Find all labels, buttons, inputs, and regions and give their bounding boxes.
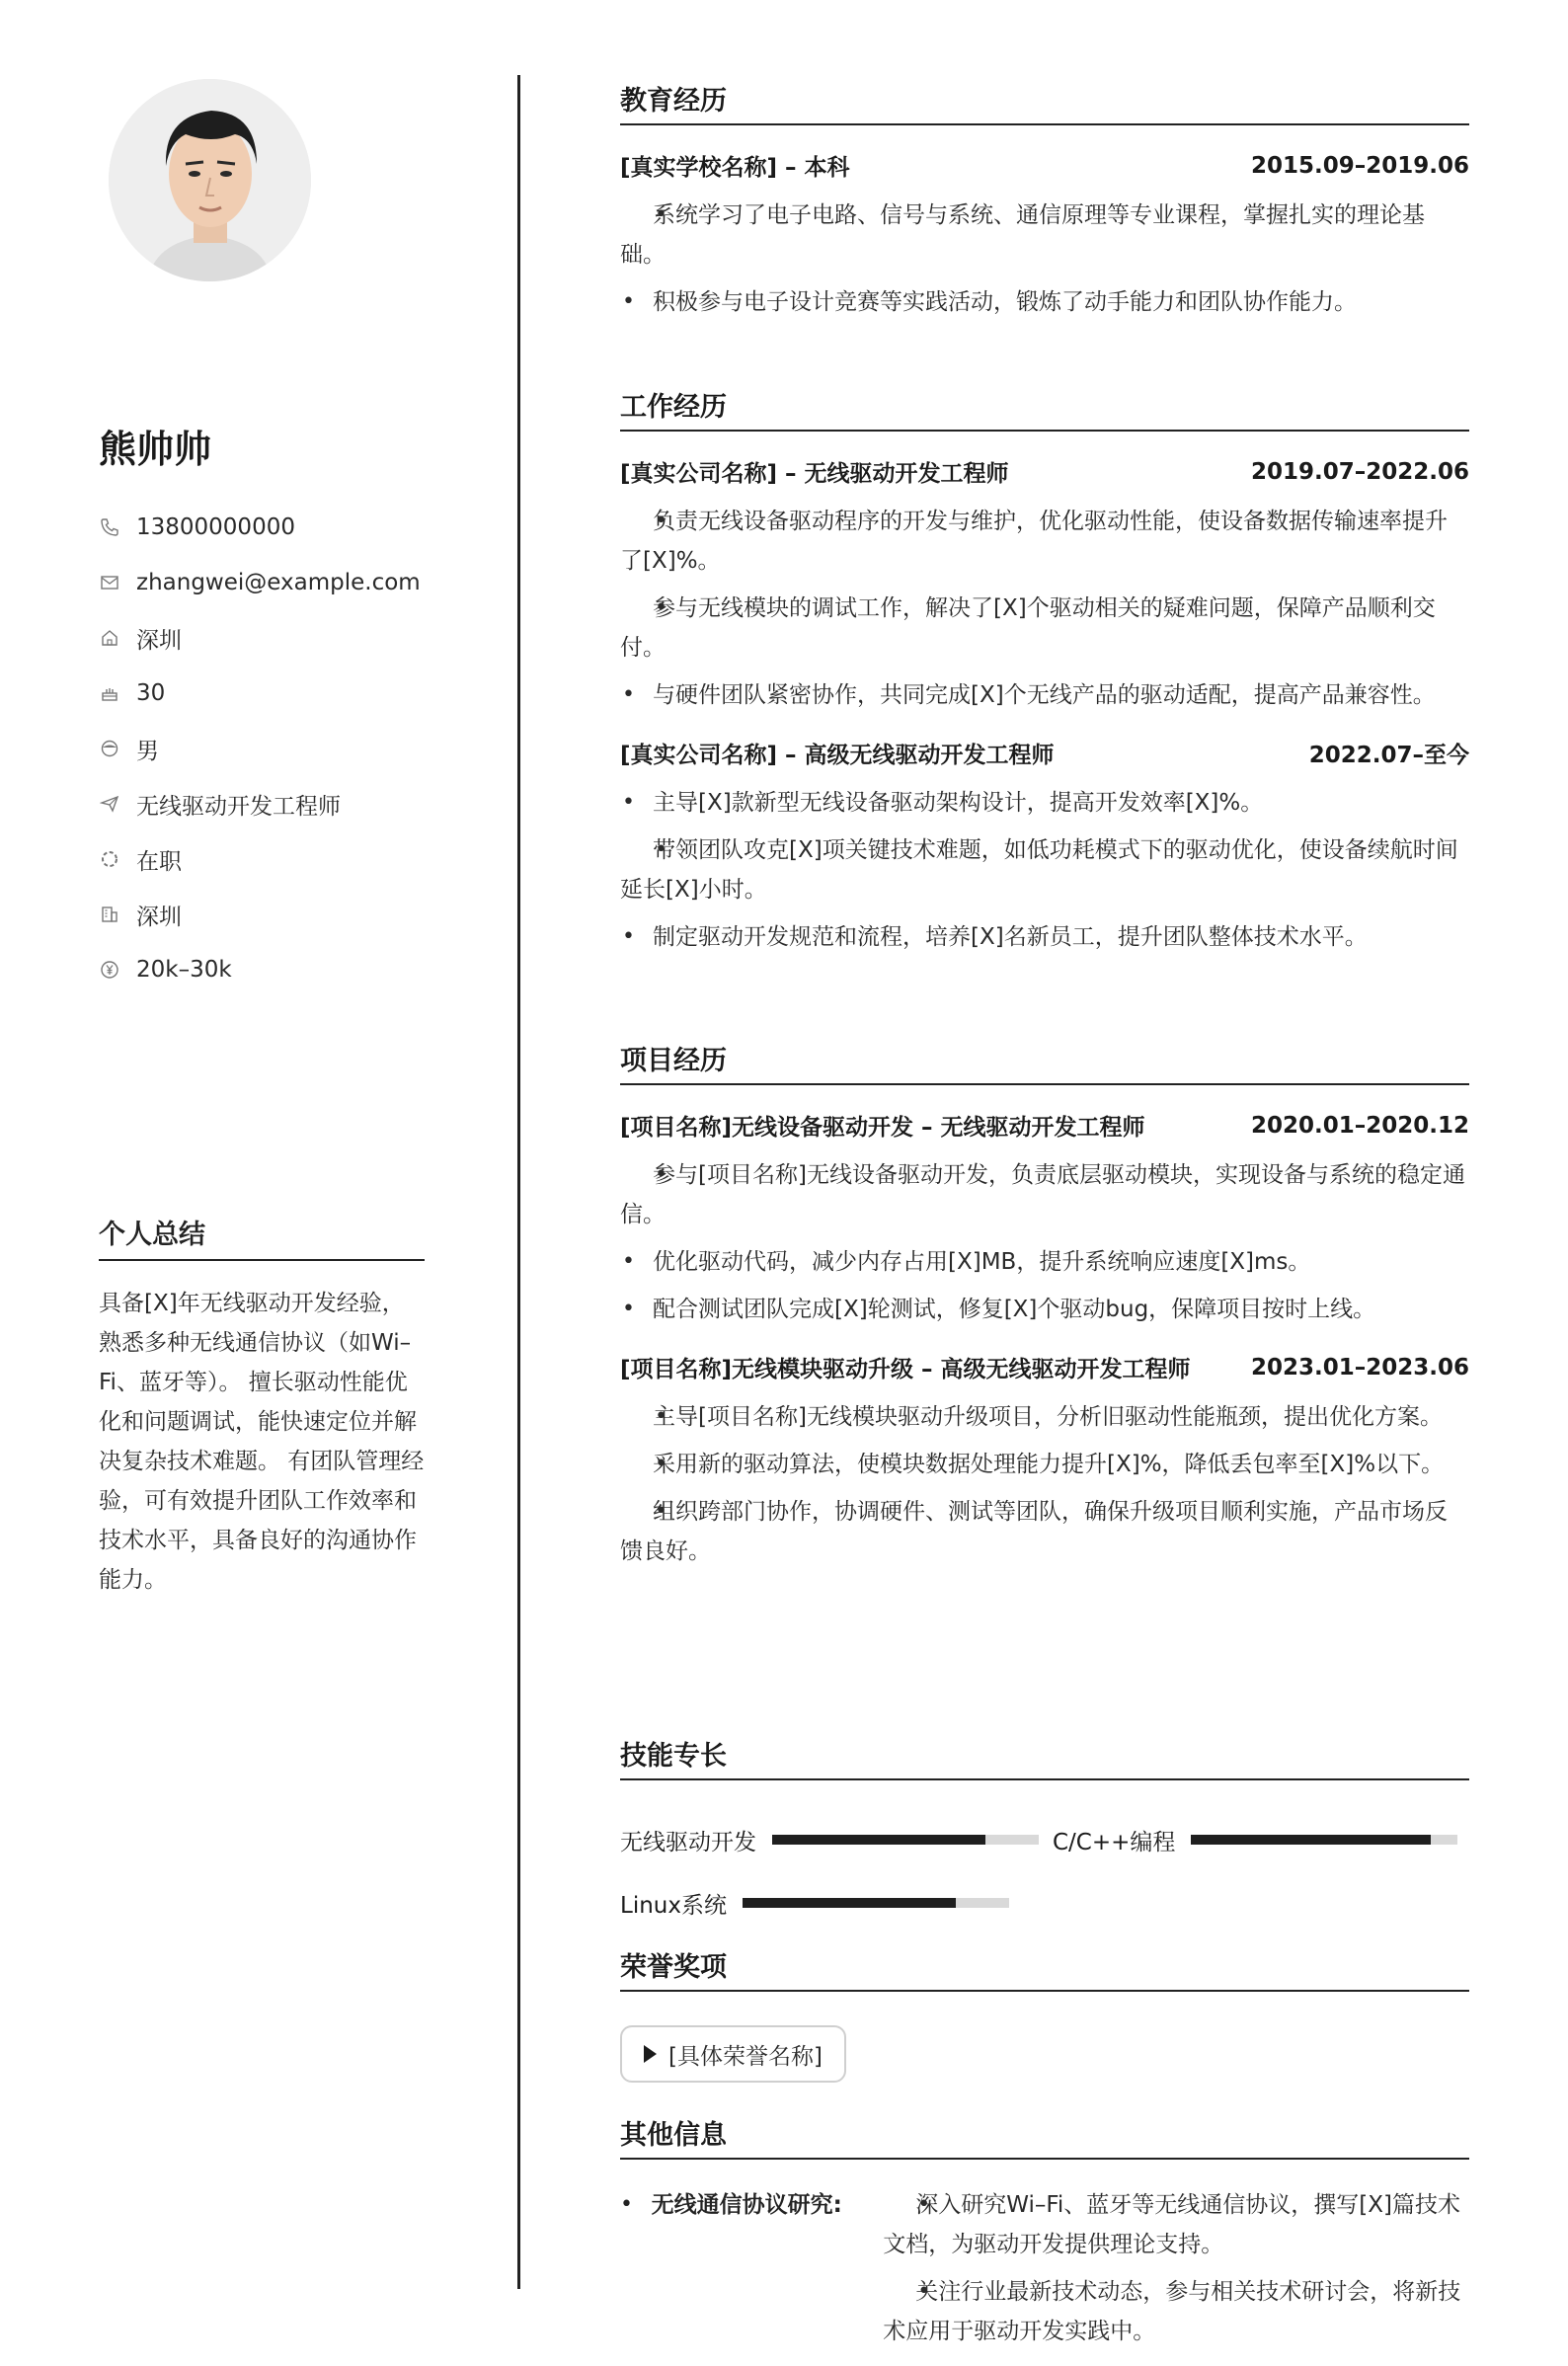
phone-icon bbox=[99, 516, 120, 538]
skill-bar-fill bbox=[743, 1898, 956, 1908]
honor-toggle[interactable] bbox=[620, 2025, 846, 2083]
work-company: [真实公司名称] – 无线驱动开发工程师 bbox=[620, 461, 1009, 487]
contact-item-salary bbox=[99, 942, 421, 997]
projects-section bbox=[620, 1039, 1469, 1579]
other-label: 无线通信协议研究: bbox=[651, 2192, 842, 2218]
candidate-name: 熊帅帅 bbox=[99, 428, 212, 471]
list-item: • 积极参与电子设计竞赛等实践活动，锻炼了动手能力和团队协作能力。 bbox=[620, 282, 1469, 322]
work-date: 2022.07–至今 bbox=[1308, 743, 1469, 768]
skill-label: 无线驱动开发 bbox=[620, 1829, 756, 1855]
skill-bar bbox=[1191, 1835, 1457, 1845]
other-section bbox=[620, 2113, 1469, 2359]
list-item: • 优化驱动代码，减少内存占用[X]MB，提升系统响应速度[X]ms。 bbox=[620, 1242, 1469, 1282]
summary-title: 个人总结 bbox=[99, 1213, 425, 1261]
other-title: 其他信息 bbox=[620, 2113, 1469, 2160]
summary-text: 具备[X]年无线驱动开发经验，熟悉多种无线通信协议（如Wi–Fi、蓝牙等）。 擅长驱动性能优化和问题调试，能快速定位并解决复杂技术难题。 有团队管理经验，可有效提升团队工作效率和技术水平，具备良好的沟通协作能力。 bbox=[99, 1291, 425, 1593]
list-item: • 带领团队攻克[X]项关键技术难题，如低功耗模式下的驱动优化，使设备续航时间延长[X]小时。 bbox=[620, 830, 1469, 909]
cake-icon bbox=[99, 682, 120, 704]
education-title: 教育经历 bbox=[620, 79, 1469, 125]
project-name: [项目名称]无线设备驱动开发 – 无线驱动开发工程师 bbox=[620, 1115, 1145, 1141]
contact-salary: 20k–30k bbox=[136, 957, 232, 983]
contact-item-city bbox=[99, 610, 421, 666]
honors-section bbox=[620, 1945, 1469, 2083]
contact-workplace: 深圳 bbox=[136, 904, 182, 930]
project-bullets bbox=[620, 1397, 1469, 1571]
contact-item-email bbox=[99, 555, 421, 610]
list-item: • 深入研究Wi–Fi、蓝牙等无线通信协议，撰写[X]篇技术文档，为驱动开发提供理论支持。 bbox=[883, 2185, 1469, 2264]
list-item: • 主导[X]款新型无线设备驱动架构设计，提高开发效率[X]%。 bbox=[620, 783, 1469, 823]
work-date: 2019.07–2022.06 bbox=[1250, 458, 1469, 485]
projects-title: 项目经历 bbox=[620, 1039, 1469, 1085]
project-entry-header bbox=[620, 1351, 1469, 1383]
send-icon bbox=[99, 793, 120, 815]
project-bullets bbox=[620, 1155, 1469, 1329]
work-bullets bbox=[620, 502, 1469, 715]
skill-label: Linux系统 bbox=[620, 1892, 727, 1919]
contact-status: 在职 bbox=[136, 848, 182, 875]
contact-item-job bbox=[99, 776, 421, 831]
work-section bbox=[620, 385, 1469, 965]
work-title: 工作经历 bbox=[620, 385, 1469, 432]
education-date: 2015.09–2019.06 bbox=[1250, 152, 1469, 179]
work-entry-header bbox=[620, 455, 1469, 488]
contact-gender: 男 bbox=[136, 738, 159, 764]
contact-item-gender bbox=[99, 721, 421, 776]
contact-item-status bbox=[99, 831, 421, 887]
education-section bbox=[620, 79, 1469, 330]
project-name: [项目名称]无线模块驱动升级 – 高级无线驱动开发工程师 bbox=[620, 1357, 1191, 1382]
contact-item-workplace bbox=[99, 887, 421, 942]
status-icon bbox=[99, 848, 120, 870]
project-date: 2020.01–2020.12 bbox=[1250, 1112, 1469, 1139]
list-item: • 配合测试团队完成[X]轮测试，修复[X]个驱动bug，保障项目按时上线。 bbox=[620, 1290, 1469, 1329]
mail-icon bbox=[99, 572, 120, 593]
skill-label: C/C++编程 bbox=[1053, 1829, 1176, 1855]
list-item: • 采用新的驱动算法，使模块数据处理能力提升[X]%，降低丢包率至[X]%以下。 bbox=[620, 1445, 1469, 1484]
contact-city: 深圳 bbox=[136, 627, 182, 654]
skill-item bbox=[1053, 1824, 1457, 1856]
yen-icon bbox=[99, 959, 120, 981]
contact-phone: 13800000000 bbox=[136, 514, 295, 540]
skills-row bbox=[620, 1871, 1469, 1934]
contact-list bbox=[99, 500, 421, 997]
home-icon bbox=[99, 627, 120, 649]
skill-item bbox=[620, 1887, 1009, 1920]
skills-title: 技能专长 bbox=[620, 1734, 1469, 1780]
list-item: • 关注行业最新技术动态，参与相关技术研讨会，将新技术应用于驱动开发实践中。 bbox=[883, 2272, 1469, 2351]
skills-list bbox=[620, 1808, 1469, 1934]
list-item: • 负责无线设备驱动程序的开发与维护，优化驱动性能，使设备数据传输速率提升了[X]%。 bbox=[620, 502, 1469, 581]
work-entry-header bbox=[620, 737, 1469, 769]
list-item: • 制定驱动开发规范和流程，培养[X]名新员工，提升团队整体技术水平。 bbox=[620, 917, 1469, 957]
other-bullets bbox=[883, 2185, 1469, 2359]
list-item: • 参与[项目名称]无线设备驱动开发，负责底层驱动模块，实现设备与系统的稳定通信。 bbox=[620, 1155, 1469, 1234]
contact-age: 30 bbox=[136, 680, 166, 706]
list-item: • 主导[项目名称]无线模块驱动升级项目，分析旧驱动性能瓶颈，提出优化方案。 bbox=[620, 1397, 1469, 1437]
contact-item-phone bbox=[99, 500, 421, 555]
skills-section bbox=[620, 1734, 1469, 1934]
skill-bar bbox=[743, 1898, 1009, 1908]
skill-bar-fill bbox=[772, 1835, 985, 1845]
contact-job: 无线驱动开发工程师 bbox=[136, 793, 341, 820]
list-item: • 参与无线模块的调试工作，解决了[X]个驱动相关的疑难问题，保障产品顺利交付。 bbox=[620, 589, 1469, 668]
contact-item-age bbox=[99, 666, 421, 721]
skill-bar-fill bbox=[1191, 1835, 1431, 1845]
contact-email: zhangwei@example.com bbox=[136, 570, 421, 595]
list-item: • 组织跨部门协作，协调硬件、测试等团队，确保升级项目顺利实施，产品市场反馈良好。 bbox=[620, 1492, 1469, 1571]
project-date: 2023.01–2023.06 bbox=[1250, 1354, 1469, 1380]
list-item: • 与硬件团队紧密协作，共同完成[X]个无线产品的驱动适配，提高产品兼容性。 bbox=[620, 675, 1469, 715]
avatar bbox=[109, 79, 311, 281]
education-bullets bbox=[620, 196, 1469, 322]
play-triangle-icon bbox=[644, 2045, 657, 2063]
bullet-dot: • bbox=[620, 2192, 633, 2217]
gender-icon bbox=[99, 738, 120, 759]
avatar-portrait bbox=[109, 79, 311, 281]
sidebar bbox=[0, 0, 518, 2366]
honor-name: [具体荣誉名称] bbox=[668, 2043, 823, 2070]
education-entry-header bbox=[620, 149, 1469, 182]
project-entry-header bbox=[620, 1109, 1469, 1142]
education-school: [真实学校名称] – 本科 bbox=[620, 155, 850, 181]
column-divider bbox=[517, 75, 520, 2289]
list-item: • 系统学习了电子电路、信号与系统、通信原理等专业课程，掌握扎实的理论基础。 bbox=[620, 196, 1469, 275]
other-item bbox=[620, 2185, 1469, 2359]
skill-item bbox=[620, 1824, 1039, 1856]
work-bullets bbox=[620, 783, 1469, 957]
skills-row bbox=[620, 1808, 1469, 1871]
skill-bar bbox=[772, 1835, 1039, 1845]
building-icon bbox=[99, 904, 120, 925]
work-company: [真实公司名称] – 高级无线驱动开发工程师 bbox=[620, 743, 1055, 768]
honors-title: 荣誉奖项 bbox=[620, 1945, 1469, 1992]
